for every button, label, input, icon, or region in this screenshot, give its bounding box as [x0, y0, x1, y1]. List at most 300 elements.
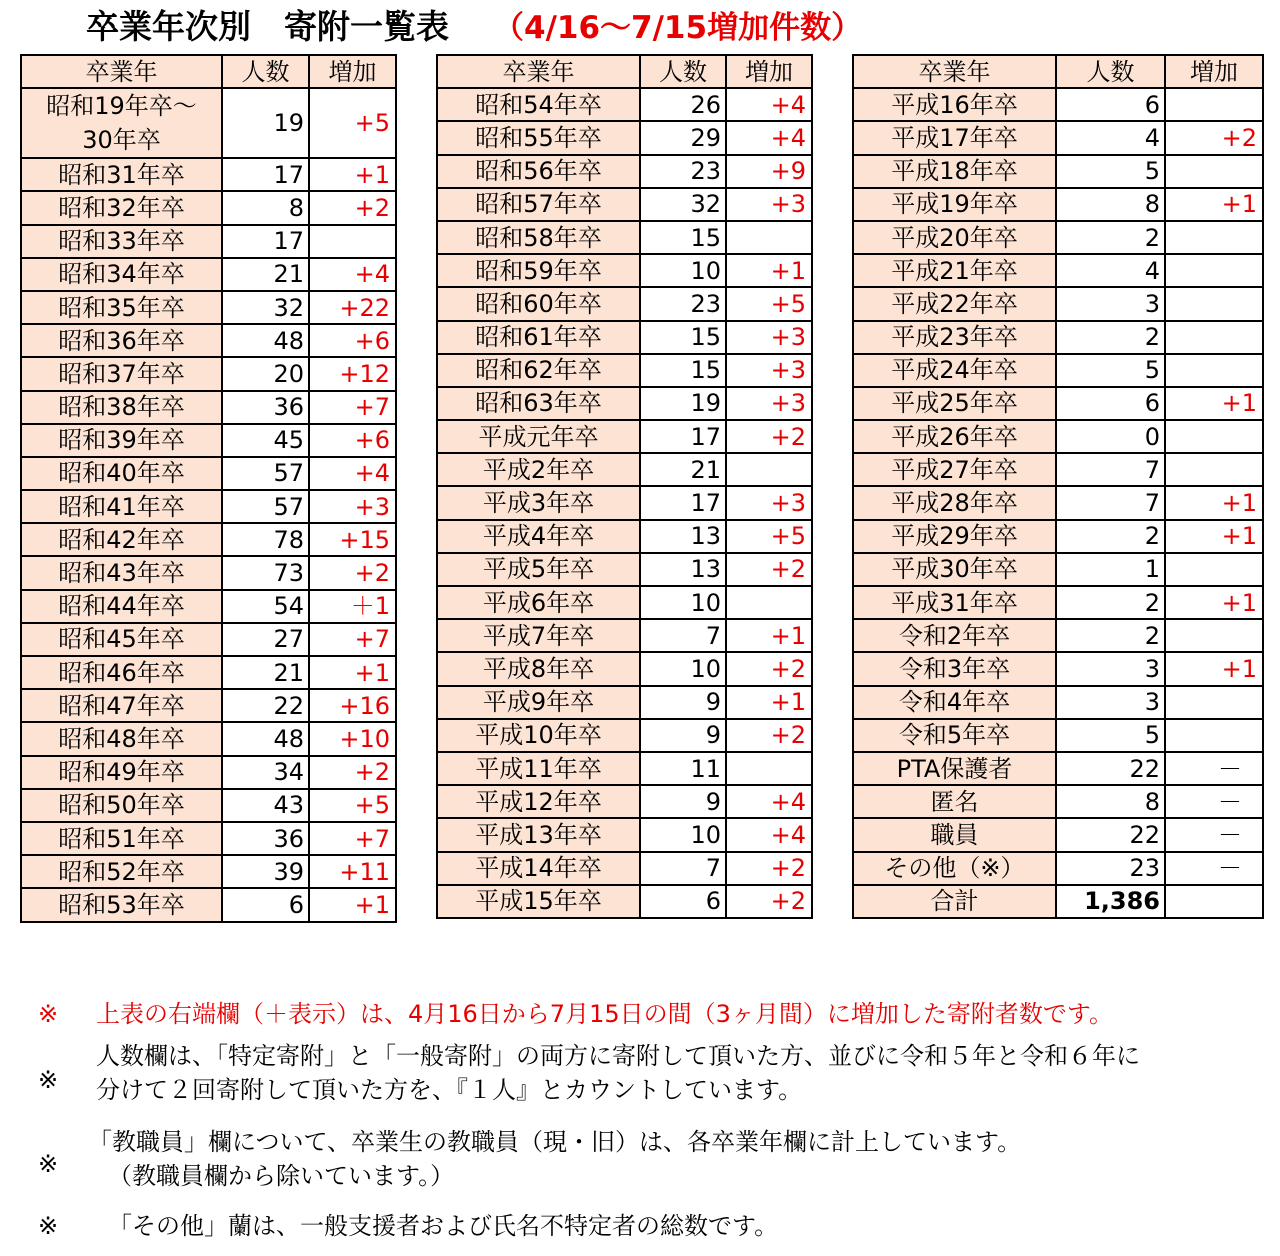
table-row	[853, 221, 1263, 254]
cell-graduation-year: 昭和33年卒	[21, 225, 222, 258]
cell-graduation-year: 平成12年卒	[437, 785, 640, 818]
cell-increase: +11	[309, 855, 396, 888]
cell-count: 36	[222, 391, 309, 424]
cell-count: 3	[1056, 287, 1165, 320]
table-row	[437, 287, 812, 320]
cell-graduation-year: 昭和58年卒	[437, 221, 640, 254]
table-row	[853, 586, 1263, 619]
header-count: 人数	[640, 55, 726, 88]
cell-increase: +4	[726, 88, 812, 121]
cell-graduation-year: 昭和35年卒	[21, 291, 222, 324]
header-count: 人数	[222, 55, 309, 88]
cell-count: 21	[640, 453, 726, 486]
cell-increase: ＋1	[309, 590, 396, 623]
cell-graduation-year: 昭和62年卒	[437, 354, 640, 387]
cell-increase: +4	[726, 818, 812, 851]
cell-count: 23	[1056, 852, 1165, 885]
table-row	[437, 387, 812, 420]
cell-graduation-year: 平成2年卒	[437, 453, 640, 486]
cell-graduation-year: 平成23年卒	[853, 321, 1056, 354]
cell-count: 22	[222, 689, 309, 722]
cell-increase: +6	[309, 324, 396, 357]
table-row	[437, 88, 812, 121]
cell-graduation-year: 平成6年卒	[437, 586, 640, 619]
cell-increase: +12	[309, 357, 396, 390]
cell-graduation-year: 令和4年卒	[853, 686, 1056, 719]
cell-count: 1	[1056, 553, 1165, 586]
title-period: （4/16～7/15増加件数）	[493, 10, 863, 46]
cell-increase: +5	[726, 287, 812, 320]
cell-count: 8	[222, 191, 309, 224]
cell-graduation-year: 昭和43年卒	[21, 556, 222, 589]
cell-count: 10	[640, 586, 726, 619]
cell-count: 26	[640, 88, 726, 121]
donation-table-1	[20, 54, 397, 923]
table-row	[853, 885, 1263, 918]
cell-increase: +1	[1165, 520, 1263, 553]
cell-count: 3	[1056, 652, 1165, 685]
cell-count: 19	[640, 387, 726, 420]
cell-increase	[726, 221, 812, 254]
table-row	[437, 752, 812, 785]
cell-increase: +1	[1165, 486, 1263, 519]
cell-graduation-year: 平成26年卒	[853, 420, 1056, 453]
cell-count: 6	[1056, 88, 1165, 121]
cell-graduation-year: 平成8年卒	[437, 652, 640, 685]
cell-graduation-year: 平成4年卒	[437, 520, 640, 553]
cell-graduation-year: 平成25年卒	[853, 387, 1056, 420]
cell-graduation-year: 昭和47年卒	[21, 689, 222, 722]
cell-count: 22	[1056, 818, 1165, 851]
table-row	[853, 652, 1263, 685]
table-row	[853, 420, 1263, 453]
cell-increase: +2	[726, 652, 812, 685]
cell-increase: +3	[726, 387, 812, 420]
cell-count: 7	[1056, 453, 1165, 486]
cell-graduation-year: 合計	[853, 885, 1056, 918]
table-row	[21, 822, 396, 855]
cell-count: 5	[1056, 155, 1165, 188]
cell-increase: +2	[726, 719, 812, 752]
page-title	[86, 4, 862, 50]
table-row	[21, 158, 396, 191]
cell-increase: +16	[309, 689, 396, 722]
cell-increase	[726, 752, 812, 785]
cell-count: 2	[1056, 619, 1165, 652]
cell-increase: －	[1165, 785, 1263, 818]
table-row	[853, 520, 1263, 553]
cell-graduation-year: 平成5年卒	[437, 553, 640, 586]
header-increase: 増加	[1165, 55, 1263, 88]
table-row	[853, 387, 1263, 420]
cell-count: 2	[1056, 221, 1165, 254]
cell-graduation-year: 匿名	[853, 785, 1056, 818]
table-row	[21, 357, 396, 390]
cell-increase: +2	[726, 420, 812, 453]
table-row	[853, 155, 1263, 188]
note-text: 人数欄は、「特定寄附」と「一般寄附」の両方に寄附して頂いた方、並びに令和５年と令和６年に	[96, 1042, 1140, 1070]
cell-increase	[1165, 254, 1263, 287]
cell-increase	[1165, 321, 1263, 354]
table-row	[437, 553, 812, 586]
table-row	[437, 818, 812, 851]
cell-increase: +7	[309, 822, 396, 855]
cell-count: 15	[640, 354, 726, 387]
cell-graduation-year: 昭和44年卒	[21, 590, 222, 623]
cell-count: 13	[640, 553, 726, 586]
cell-graduation-year: 昭和63年卒	[437, 387, 640, 420]
table-row	[853, 486, 1263, 519]
table-row	[437, 619, 812, 652]
cell-graduation-year: 昭和42年卒	[21, 523, 222, 556]
cell-graduation-year: PTA保護者	[853, 752, 1056, 785]
table-row	[437, 885, 812, 918]
cell-increase: +4	[309, 457, 396, 490]
header-increase: 増加	[726, 55, 812, 88]
cell-increase	[309, 225, 396, 258]
table-row	[437, 852, 812, 885]
table-row	[21, 789, 396, 822]
cell-count: 39	[222, 855, 309, 888]
table-row	[853, 553, 1263, 586]
table-row	[21, 225, 396, 258]
cell-increase: +3	[726, 188, 812, 221]
table-row	[853, 321, 1263, 354]
table-row	[853, 752, 1263, 785]
cell-graduation-year: 昭和40年卒	[21, 457, 222, 490]
cell-increase: +2	[309, 756, 396, 789]
cell-graduation-year: 昭和46年卒	[21, 656, 222, 689]
cell-increase	[1165, 287, 1263, 320]
table-row	[853, 719, 1263, 752]
cell-count: 6	[1056, 387, 1165, 420]
cell-count: 23	[640, 155, 726, 188]
table-row	[853, 88, 1263, 121]
cell-count: 48	[222, 324, 309, 357]
cell-increase	[1165, 453, 1263, 486]
cell-count: 21	[222, 656, 309, 689]
table-row	[21, 756, 396, 789]
cell-graduation-year: 昭和36年卒	[21, 324, 222, 357]
header-year: 卒業年	[437, 55, 640, 88]
cell-graduation-year: 平成29年卒	[853, 520, 1056, 553]
table-row	[21, 523, 396, 556]
table-row	[21, 490, 396, 523]
cell-increase: +2	[1165, 121, 1263, 154]
title-main: 卒業年次別 寄附一覧表	[86, 7, 449, 46]
cell-graduation-year: 昭和38年卒	[21, 391, 222, 424]
table-row	[21, 855, 396, 888]
cell-count: 13	[640, 520, 726, 553]
header-increase: 増加	[309, 55, 396, 88]
table-row	[853, 453, 1263, 486]
cell-count: 8	[1056, 188, 1165, 221]
cell-graduation-year: 昭和56年卒	[437, 155, 640, 188]
cell-count: 10	[640, 652, 726, 685]
note-text: 上表の右端欄（＋表示）は、4月16日から7月15日の間（3ヶ月間）に増加した寄附者数です。	[96, 1000, 1113, 1028]
note-mark: ※	[38, 1212, 59, 1240]
cell-increase	[726, 453, 812, 486]
cell-count: 4	[1056, 121, 1165, 154]
cell-increase: +1	[726, 619, 812, 652]
cell-increase	[1165, 885, 1263, 918]
table-row	[853, 188, 1263, 221]
cell-graduation-year: 職員	[853, 818, 1056, 851]
cell-count: 19	[222, 88, 309, 158]
cell-count: 2	[1056, 321, 1165, 354]
cell-graduation-year: 平成20年卒	[853, 221, 1056, 254]
cell-graduation-year: 平成13年卒	[437, 818, 640, 851]
cell-increase	[1165, 619, 1263, 652]
table-row	[21, 424, 396, 457]
cell-graduation-year: 昭和50年卒	[21, 789, 222, 822]
cell-increase: +1	[726, 686, 812, 719]
cell-count: 9	[640, 686, 726, 719]
cell-graduation-year: 昭和53年卒	[21, 888, 222, 921]
cell-count: 4	[1056, 254, 1165, 287]
cell-graduation-year: 昭和19年卒～30年卒	[21, 88, 222, 158]
cell-graduation-year: 昭和51年卒	[21, 822, 222, 855]
cell-count: 29	[640, 121, 726, 154]
cell-count: 6	[222, 888, 309, 921]
table-row	[437, 321, 812, 354]
table-row	[437, 520, 812, 553]
table-row	[437, 453, 812, 486]
table-row	[853, 852, 1263, 885]
cell-increase: －	[1165, 852, 1263, 885]
cell-count: 27	[222, 623, 309, 656]
cell-graduation-year: 平成28年卒	[853, 486, 1056, 519]
cell-graduation-year: 昭和45年卒	[21, 623, 222, 656]
table-row	[21, 623, 396, 656]
cell-increase: +6	[309, 424, 396, 457]
cell-graduation-year: 昭和59年卒	[437, 254, 640, 287]
cell-graduation-year: 昭和31年卒	[21, 158, 222, 191]
cell-graduation-year: 昭和55年卒	[437, 121, 640, 154]
cell-graduation-year: 平成15年卒	[437, 885, 640, 918]
cell-increase: +1	[1165, 387, 1263, 420]
note-mark: ※	[38, 1150, 59, 1178]
table-row	[21, 88, 396, 158]
table-row	[853, 287, 1263, 320]
cell-count: 3	[1056, 686, 1165, 719]
cell-count: 5	[1056, 719, 1165, 752]
cell-increase: +7	[309, 391, 396, 424]
cell-graduation-year: 平成19年卒	[853, 188, 1056, 221]
cell-graduation-year: 昭和54年卒	[437, 88, 640, 121]
table-row	[21, 689, 396, 722]
cell-graduation-year: 昭和39年卒	[21, 424, 222, 457]
table-row	[853, 354, 1263, 387]
cell-increase: +1	[1165, 188, 1263, 221]
cell-increase: +3	[726, 486, 812, 519]
cell-increase: +2	[726, 885, 812, 918]
donation-table-2	[436, 54, 813, 919]
note-text: 分けて２回寄附して頂いた方を、『１人』とカウントしています。	[96, 1076, 803, 1104]
cell-count: 36	[222, 822, 309, 855]
cell-count: 48	[222, 722, 309, 755]
table-row	[437, 686, 812, 719]
cell-graduation-year: 平成3年卒	[437, 486, 640, 519]
cell-increase: +2	[309, 556, 396, 589]
cell-graduation-year: 昭和41年卒	[21, 490, 222, 523]
cell-count: 57	[222, 490, 309, 523]
cell-increase: +1	[309, 656, 396, 689]
cell-graduation-year: 平成17年卒	[853, 121, 1056, 154]
cell-increase: +3	[309, 490, 396, 523]
cell-graduation-year: 昭和61年卒	[437, 321, 640, 354]
cell-graduation-year: 平成24年卒	[853, 354, 1056, 387]
cell-count: 32	[640, 188, 726, 221]
cell-graduation-year: 平成元年卒	[437, 420, 640, 453]
cell-increase: +1	[1165, 586, 1263, 619]
table-row	[437, 221, 812, 254]
cell-increase: +15	[309, 523, 396, 556]
cell-count: 34	[222, 756, 309, 789]
table-row	[437, 586, 812, 619]
table-row	[437, 254, 812, 287]
table-row	[853, 121, 1263, 154]
cell-count: 7	[640, 619, 726, 652]
cell-increase: +2	[726, 852, 812, 885]
cell-increase: +1	[726, 254, 812, 287]
table-row	[21, 457, 396, 490]
cell-increase: +3	[726, 321, 812, 354]
cell-count: 2	[1056, 520, 1165, 553]
cell-graduation-year: 昭和37年卒	[21, 357, 222, 390]
cell-increase	[1165, 88, 1263, 121]
cell-increase: +1	[1165, 652, 1263, 685]
cell-count: 9	[640, 785, 726, 818]
cell-count: 10	[640, 818, 726, 851]
cell-increase	[726, 586, 812, 619]
table-row	[437, 785, 812, 818]
cell-increase: +4	[726, 785, 812, 818]
cell-increase: +1	[309, 158, 396, 191]
table-row	[853, 686, 1263, 719]
cell-graduation-year: 昭和60年卒	[437, 287, 640, 320]
cell-count: 22	[1056, 752, 1165, 785]
cell-graduation-year: 平成7年卒	[437, 619, 640, 652]
cell-increase: +4	[309, 258, 396, 291]
cell-graduation-year: 令和5年卒	[853, 719, 1056, 752]
note-text: 「その他」蘭は、一般支援者および氏名不特定者の総数です。	[108, 1212, 779, 1240]
cell-graduation-year: その他（※）	[853, 852, 1056, 885]
cell-count: 17	[640, 486, 726, 519]
table-row	[21, 656, 396, 689]
cell-increase: +4	[726, 121, 812, 154]
cell-count: 15	[640, 221, 726, 254]
cell-graduation-year: 平成16年卒	[853, 88, 1056, 121]
table-row	[21, 556, 396, 589]
cell-graduation-year: 昭和52年卒	[21, 855, 222, 888]
table-row	[21, 191, 396, 224]
cell-increase: +9	[726, 155, 812, 188]
cell-increase: －	[1165, 818, 1263, 851]
table-row	[21, 391, 396, 424]
table-row	[853, 619, 1263, 652]
cell-graduation-year: 平成14年卒	[437, 852, 640, 885]
cell-increase: +10	[309, 722, 396, 755]
cell-count: 6	[640, 885, 726, 918]
table-row	[853, 785, 1263, 818]
table-row	[437, 155, 812, 188]
cell-increase: +7	[309, 623, 396, 656]
cell-count: 17	[222, 158, 309, 191]
cell-graduation-year: 平成10年卒	[437, 719, 640, 752]
cell-count: 20	[222, 357, 309, 390]
cell-graduation-year: 平成11年卒	[437, 752, 640, 785]
cell-increase	[1165, 221, 1263, 254]
cell-count: 7	[1056, 486, 1165, 519]
table-row	[21, 888, 396, 921]
table-row	[437, 719, 812, 752]
cell-graduation-year: 平成31年卒	[853, 586, 1056, 619]
cell-graduation-year: 昭和48年卒	[21, 722, 222, 755]
note-mark: ※	[38, 1000, 59, 1028]
cell-graduation-year: 平成27年卒	[853, 453, 1056, 486]
cell-increase: +5	[309, 88, 396, 158]
cell-count: 0	[1056, 420, 1165, 453]
cell-count: 5	[1056, 354, 1165, 387]
cell-increase	[1165, 719, 1263, 752]
cell-increase	[1165, 553, 1263, 586]
note-text: （教職員欄から除いています。）	[108, 1162, 455, 1190]
cell-count: 10	[640, 254, 726, 287]
cell-increase: +22	[309, 291, 396, 324]
cell-increase: －	[1165, 752, 1263, 785]
table-row	[437, 486, 812, 519]
table-row	[437, 420, 812, 453]
cell-increase: +2	[309, 191, 396, 224]
cell-graduation-year: 昭和34年卒	[21, 258, 222, 291]
table-row	[437, 121, 812, 154]
cell-graduation-year: 令和2年卒	[853, 619, 1056, 652]
cell-count: 78	[222, 523, 309, 556]
cell-count: 43	[222, 789, 309, 822]
cell-increase: +5	[726, 520, 812, 553]
table-row	[437, 354, 812, 387]
cell-increase	[1165, 354, 1263, 387]
cell-count: 17	[640, 420, 726, 453]
cell-count: 2	[1056, 586, 1165, 619]
table-row	[21, 722, 396, 755]
cell-increase: +1	[309, 888, 396, 921]
cell-graduation-year: 昭和32年卒	[21, 191, 222, 224]
header-count: 人数	[1056, 55, 1165, 88]
note-mark: ※	[38, 1066, 59, 1094]
table-row	[21, 291, 396, 324]
table-row	[437, 188, 812, 221]
cell-count: 32	[222, 291, 309, 324]
cell-count: 17	[222, 225, 309, 258]
cell-count: 9	[640, 719, 726, 752]
table-row	[21, 258, 396, 291]
cell-count: 21	[222, 258, 309, 291]
cell-graduation-year: 平成9年卒	[437, 686, 640, 719]
cell-graduation-year: 平成21年卒	[853, 254, 1056, 287]
table-row	[437, 652, 812, 685]
table-row	[853, 254, 1263, 287]
cell-count: 23	[640, 287, 726, 320]
table-row	[21, 324, 396, 357]
cell-graduation-year: 平成18年卒	[853, 155, 1056, 188]
cell-count: 8	[1056, 785, 1165, 818]
cell-increase	[1165, 420, 1263, 453]
cell-increase: +3	[726, 354, 812, 387]
cell-increase: +2	[726, 553, 812, 586]
cell-graduation-year: 令和3年卒	[853, 652, 1056, 685]
